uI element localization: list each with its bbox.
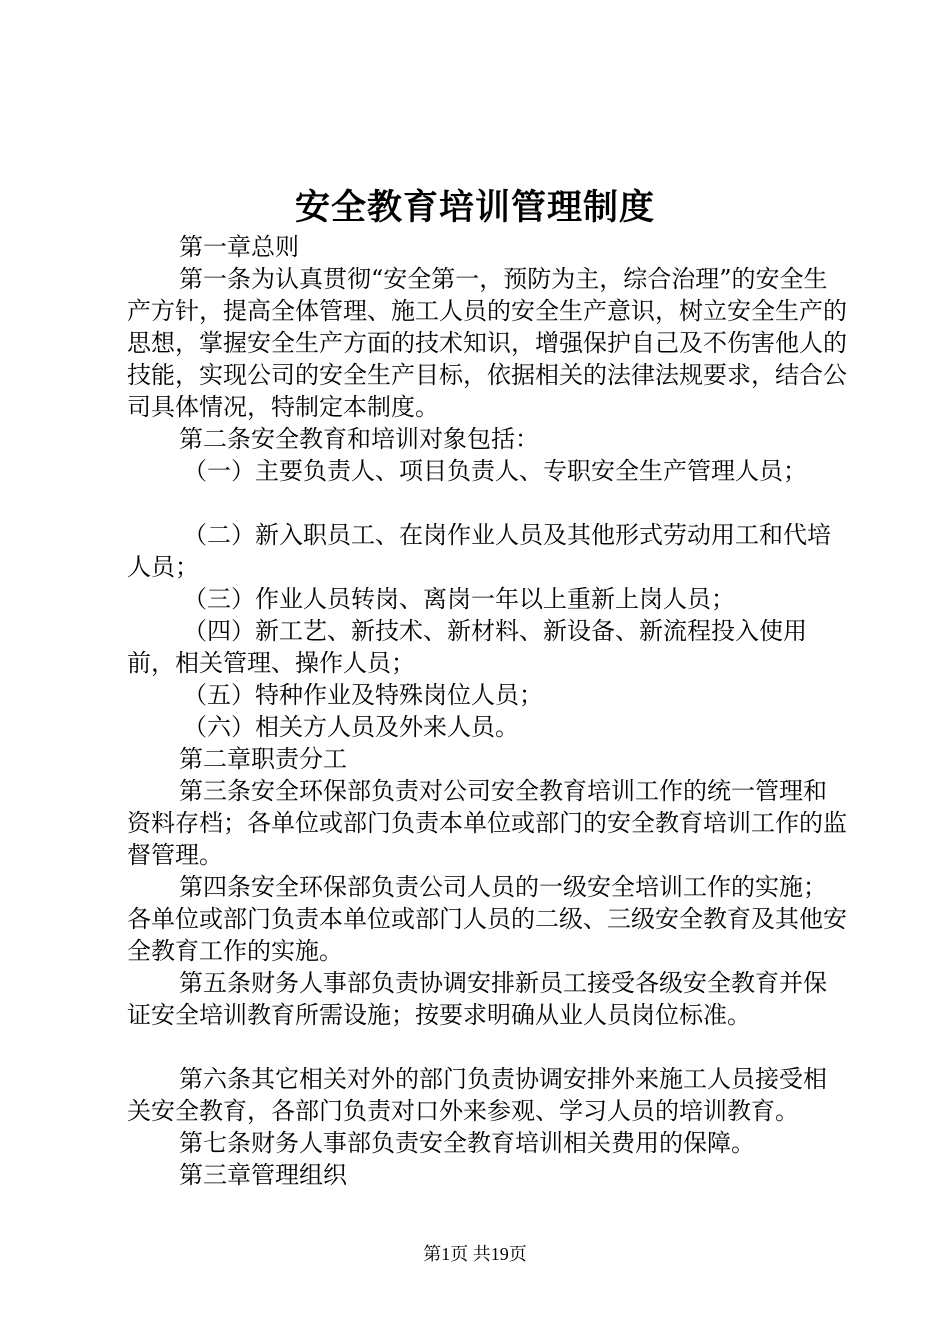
article-1: 第一条为认真贯彻“安全第一，预防为主，综合治理”的安全生产方针，提高全体管理、施工人员的安全生产意识，树立安全生产的思想，掌握安全生产方面的技术知识，增强保护自己及不伤害他人的技能，实现公司的安全生产目标，依据相关的法律法规要求，结合公司具体情况，特制定本制度。 bbox=[127, 265, 847, 421]
document-body bbox=[127, 231, 847, 1191]
page-number: 第1页 共19页 bbox=[423, 1244, 527, 1264]
paragraph-gap bbox=[127, 1031, 847, 1063]
article-2: 第二条安全教育和培训对象包括： bbox=[179, 425, 539, 453]
article-6: 第六条其它相关对外的部门负责协调安排外来施工人员接受相关安全教育，各部门负责对口外来参观、学习人员的培训教育。 bbox=[127, 1065, 827, 1125]
article-5: 第五条财务人事部负责协调安排新员工接受各级安全教育并保证安全培训教育所需设施；按要求明确从业人员岗位标准。 bbox=[127, 969, 827, 1029]
chapter-heading-2: 第二章职责分工 bbox=[179, 745, 347, 773]
article-4: 第四条安全环保部负责公司人员的一级安全培训工作的实施；各单位或部门负责本单位或部门人员的二级、三级安全教育及其他安全教育工作的实施。 bbox=[127, 873, 847, 965]
list-item-4: （四）新工艺、新技术、新材料、新设备、新流程投入使用前，相关管理、操作人员； bbox=[127, 617, 807, 677]
article-3: 第三条安全环保部负责对公司安全教育培训工作的统一管理和资料存档；各单位或部门负责本单位或部门的安全教育培训工作的监督管理。 bbox=[127, 777, 847, 869]
chapter-heading-3: 第三章管理组织 bbox=[179, 1161, 347, 1189]
list-item-6: （六）相关方人员及外来人员。 bbox=[183, 713, 519, 741]
chapter-heading-1: 第一章总则 bbox=[179, 233, 299, 261]
paragraph-gap bbox=[127, 487, 847, 519]
list-item-2: （二）新入职员工、在岗作业人员及其他形式劳动用工和代培人员； bbox=[127, 521, 831, 581]
list-item-5: （五）特种作业及特殊岗位人员； bbox=[183, 681, 543, 709]
list-item-1: （一）主要负责人、项目负责人、专职安全生产管理人员； bbox=[183, 457, 807, 485]
document-title: 安全教育培训管理制度 bbox=[294, 188, 655, 228]
article-7: 第七条财务人事部负责安全教育培训相关费用的保障。 bbox=[179, 1129, 755, 1157]
list-item-3: （三）作业人员转岗、离岗一年以上重新上岗人员； bbox=[183, 585, 735, 613]
